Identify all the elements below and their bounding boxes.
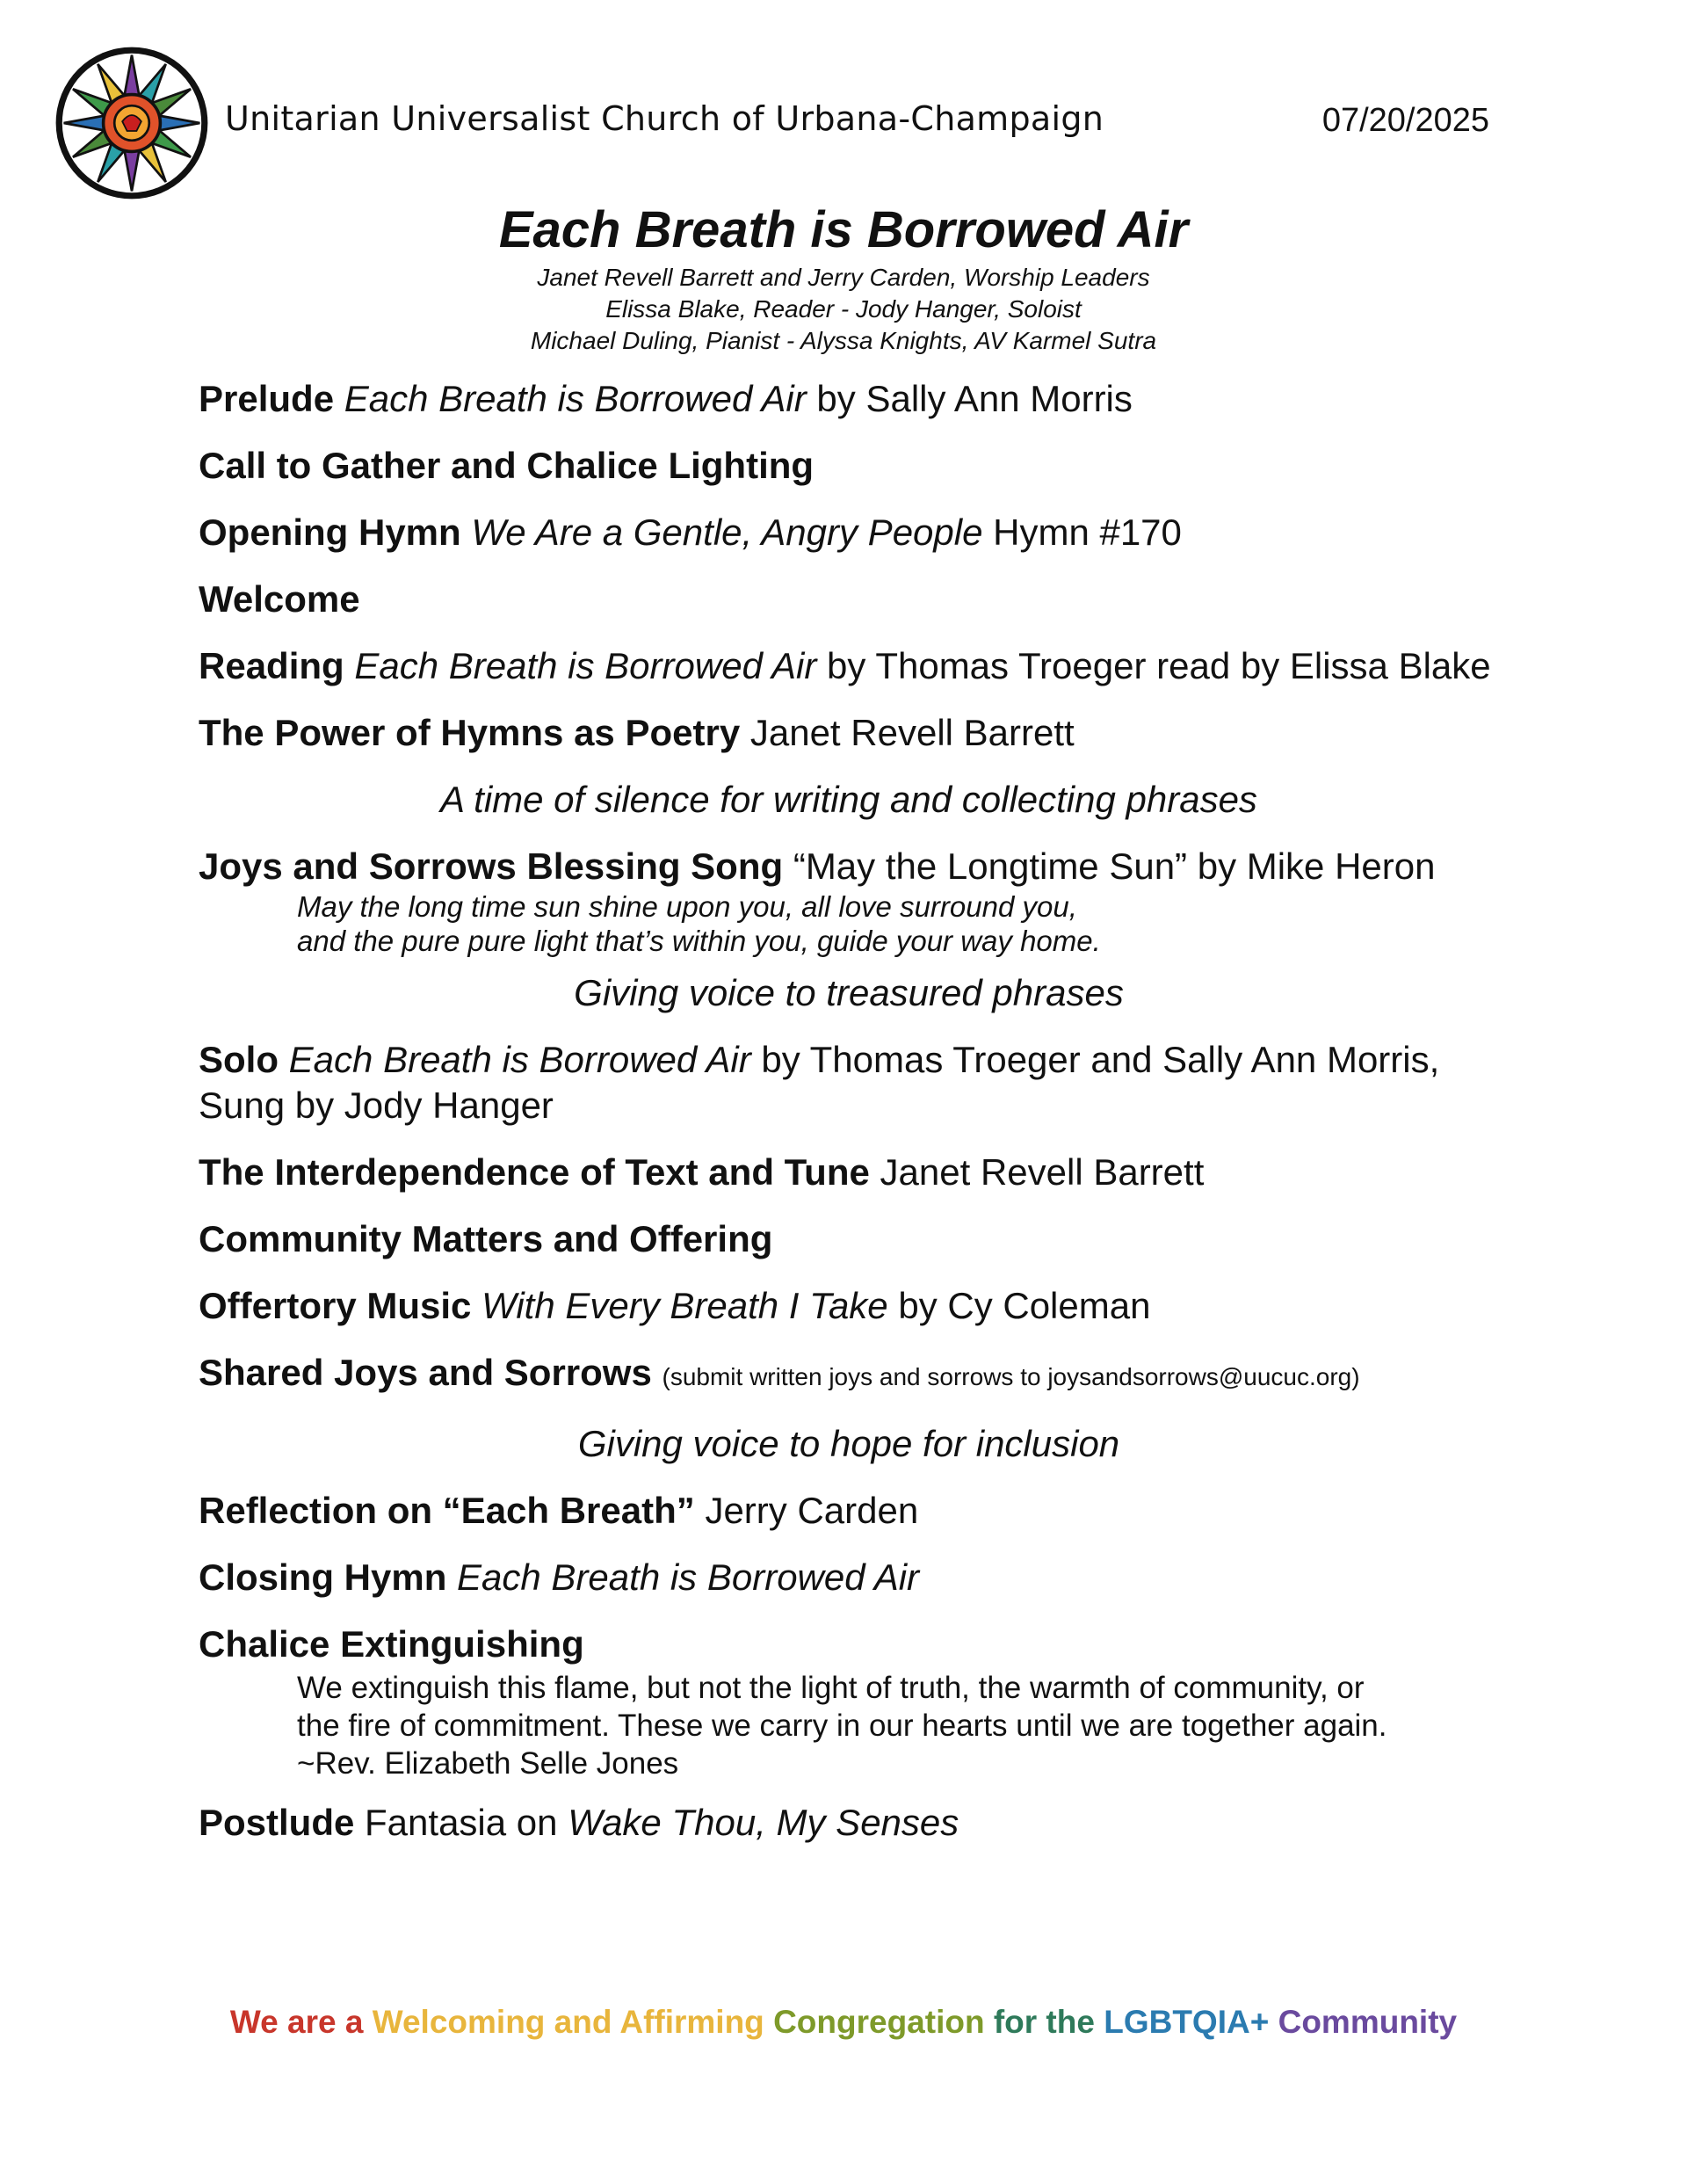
item-label: The Interdependence of Text and Tune	[199, 1151, 870, 1193]
extinguishing-item	[199, 1622, 1508, 1782]
item-label: Call to Gather and Chalice Lighting	[199, 445, 815, 486]
extinguishing-words	[199, 1669, 1508, 1782]
item-detail: Hymn #170	[993, 512, 1182, 553]
closing-hymn-item	[199, 1555, 1508, 1600]
item-detail: by Thomas Troeger and Sally Ann Morris, Sung by Jody Hanger	[199, 1039, 1440, 1126]
item-detail: “May the Longtime Sun” by Mike Heron	[793, 845, 1436, 887]
item-label: Reflection on “Each Breath”	[199, 1490, 695, 1531]
words-line: the fire of commitment. These we carry in our hearts until we are together again.	[297, 1709, 1387, 1743]
item-label: Offertory Music	[199, 1285, 472, 1326]
footer-segment: Congregation	[773, 2004, 994, 2040]
item-title: Wake Thou, My Senses	[568, 1802, 959, 1843]
item-label: Joys and Sorrows Blessing Song	[199, 845, 784, 887]
power-item	[199, 710, 1508, 756]
item-label: Chalice Extinguishing	[199, 1623, 584, 1665]
footer-segment: for the	[993, 2004, 1104, 2040]
joys-song-item	[199, 844, 1508, 958]
leaders-line: Michael Duling, Pianist - Alyssa Knights, AV Karmel Sutra	[530, 327, 1157, 354]
interdependence-item	[199, 1150, 1508, 1195]
item-detail: Fantasia on	[365, 1802, 558, 1843]
welcoming-statement	[0, 2004, 1687, 2041]
silence-interlude: A time of silence for writing and collecting phrases	[440, 779, 1257, 820]
call-item	[199, 443, 1508, 489]
hope-interlude: Giving voice to hope for inclusion	[577, 1423, 1120, 1464]
order-of-service	[199, 376, 1508, 1867]
item-title: Each Breath is Borrowed Air	[354, 645, 817, 686]
item-label: Prelude	[199, 378, 335, 419]
item-title: We Are a Gentle, Angry People	[471, 512, 983, 553]
footer-segment: LGBTQIA+	[1104, 2004, 1278, 2040]
item-detail: Janet Revell Barrett	[749, 712, 1075, 753]
item-label: Postlude	[199, 1802, 355, 1843]
footer-segment: Welcoming and Affirming	[372, 2004, 774, 2040]
offertory-item	[199, 1283, 1508, 1329]
item-label: Reading	[199, 645, 344, 686]
item-detail: by Sally Ann Morris	[816, 378, 1133, 419]
postlude-item	[199, 1800, 1508, 1846]
item-detail: Janet Revell Barrett	[880, 1151, 1205, 1193]
leaders-line: Elissa Blake, Reader - Jody Hanger, Soloist	[605, 295, 1082, 323]
reflection-item	[199, 1488, 1508, 1534]
leaders-line: Janet Revell Barrett and Jerry Carden, Worship Leaders	[537, 264, 1150, 291]
opening-hymn-item	[199, 510, 1508, 555]
words-line: ~Rev. Elizabeth Selle Jones	[297, 1746, 679, 1781]
item-label: Welcome	[199, 578, 360, 620]
footer-segment: We are a	[229, 2004, 373, 2040]
item-label: Community Matters and Offering	[199, 1218, 773, 1259]
shared-joys-item	[199, 1350, 1508, 1400]
words-line: We extinguish this flame, but not the light of truth, the warmth of community, or	[297, 1671, 1365, 1705]
item-detail: by Thomas Troeger read by Elissa Blake	[827, 645, 1491, 686]
lyric-line: and the pure pure light that’s within you, guide your way home.	[297, 925, 1101, 957]
lyric-line: May the long time sun shine upon you, all love surround you,	[297, 890, 1077, 923]
item-detail: by Cy Coleman	[898, 1285, 1151, 1326]
church-logo-icon	[53, 44, 211, 202]
service-date: 07/20/2025	[1321, 102, 1489, 139]
phrases-interlude: Giving voice to treasured phrases	[574, 972, 1124, 1013]
item-detail: Jerry Carden	[705, 1490, 919, 1531]
item-label: The Power of Hymns as Poetry	[199, 712, 741, 753]
item-label: Shared Joys and Sorrows	[199, 1352, 652, 1393]
community-item	[199, 1216, 1508, 1262]
welcome-item	[199, 577, 1508, 622]
worship-leaders	[0, 262, 1687, 357]
item-label: Closing Hymn	[199, 1556, 447, 1598]
item-title: Each Breath is Borrowed Air	[457, 1556, 920, 1598]
footer-segment: Community	[1278, 2004, 1458, 2040]
item-title: With Every Breath I Take	[481, 1285, 888, 1326]
service-title: Each Breath is Borrowed Air	[498, 201, 1189, 258]
item-title: Each Breath is Borrowed Air	[344, 378, 807, 419]
item-label: Solo	[199, 1039, 279, 1080]
prelude-item	[199, 376, 1508, 422]
church-name: Unitarian Universalist Church of Urbana-Champaign	[225, 99, 1104, 138]
song-lyrics	[199, 889, 1508, 958]
solo-item	[199, 1037, 1508, 1128]
item-title: Each Breath is Borrowed Air	[288, 1039, 751, 1080]
item-label: Opening Hymn	[199, 512, 461, 553]
reading-item	[199, 643, 1508, 689]
item-note: (submit written joys and sorrows to joysandsorrows@uucuc.org)	[662, 1363, 1360, 1390]
